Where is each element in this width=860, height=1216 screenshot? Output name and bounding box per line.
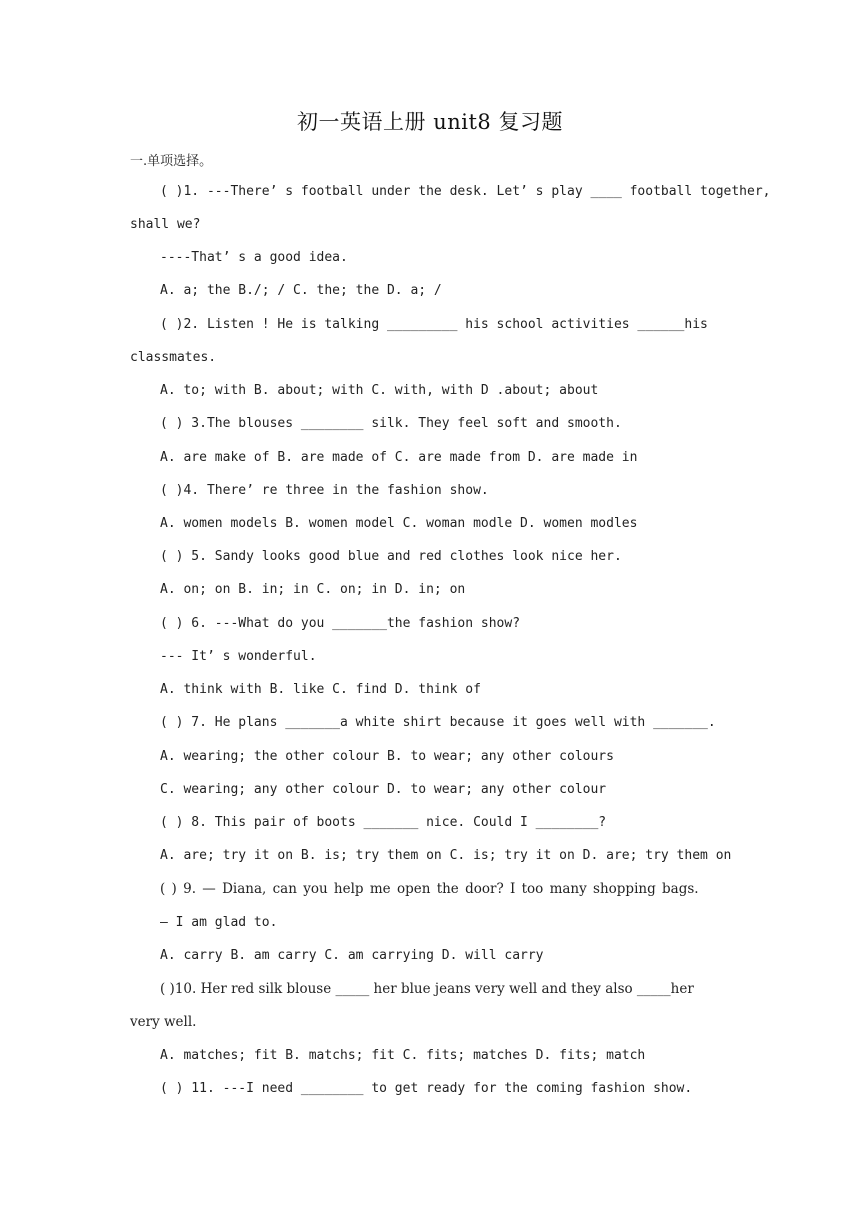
answer-options: A. on; on B. in; in C. on; in D. in; on [160, 582, 466, 597]
question-line: ( )1. ---There’ s football under the desk. Let’ s play ____ football together, [160, 184, 771, 199]
question-line: ( ) 3.The blouses ________ silk. They feel soft and smooth. [160, 416, 622, 431]
question-line: --- It’ s wonderful. [160, 649, 317, 664]
answer-options: A. women models B. women model C. woman modle D. women modles [160, 516, 638, 531]
question-line: ----That’ s a good idea. [160, 250, 348, 265]
answer-options: A. to; with B. about; with C. with, with D .about; about [160, 383, 599, 398]
answer-options: A. a; the B./; / C. the; the D. a; / [160, 283, 442, 298]
answer-options: A. matches; fit B. matchs; fit C. fits; matches D. fits; match [160, 1048, 646, 1063]
question-line: ( )4. There’ re three in the fashion show. [160, 483, 489, 498]
question-line: ( ) 7. He plans _______a white shirt because it goes well with _______. [160, 715, 716, 730]
answer-options: A. wearing; the other colour B. to wear; any other colours [160, 749, 614, 764]
question-line: — I am glad to. [160, 915, 278, 930]
question-line: ( )2. Listen ! He is talking _________ his school activities ______his [160, 317, 708, 332]
question-line: ( ) 8. This pair of boots _______ nice. Could I ________? [160, 815, 607, 830]
question-line: classmates. [130, 350, 217, 365]
question-line: shall we? [130, 217, 201, 232]
question-line: ( )10. Her red silk blouse _____ her blue jeans very well and they also _____her [160, 981, 694, 997]
answer-options: A. think with B. like C. find D. think of [160, 682, 481, 697]
question-line: ( ) 9. — Diana, can you help me open the door? I too many shopping bags. [160, 881, 699, 897]
page-title: 初一英语上册 unit8 复习题 [297, 110, 563, 134]
question-line: very well. [130, 1014, 197, 1030]
question-line: ( ) 11. ---I need ________ to get ready for the coming fashion show. [160, 1081, 693, 1096]
answer-options: A. are; try it on B. is; try them on C. is; try it on D. are; try them on [160, 848, 732, 863]
answer-options: A. carry B. am carry C. am carrying D. will carry [160, 948, 544, 963]
section-heading: 一.单项选择。 [130, 154, 213, 169]
answer-options: A. are make of B. are made of C. are made from D. are made in [160, 450, 638, 465]
question-line: ( ) 5. Sandy looks good blue and red clothes look nice her. [160, 549, 622, 564]
answer-options: C. wearing; any other colour D. to wear; any other colour [160, 782, 607, 797]
question-line: ( ) 6. ---What do you _______the fashion show? [160, 616, 521, 631]
